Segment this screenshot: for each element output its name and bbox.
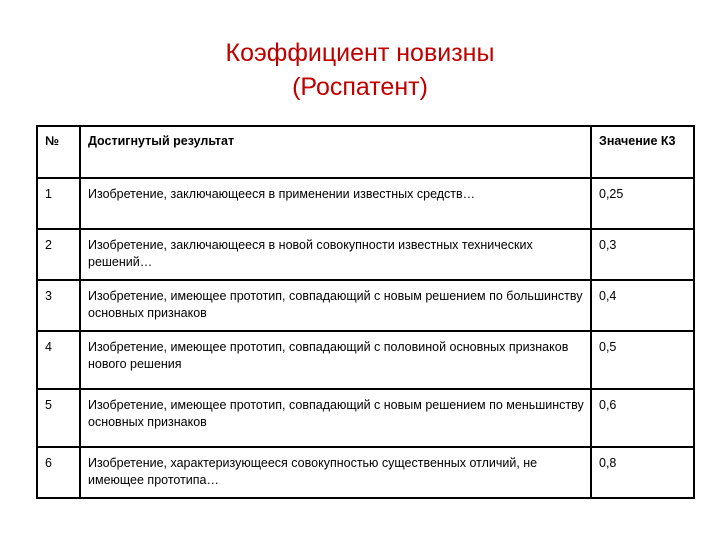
row-value: 0,8 (591, 447, 694, 498)
row-value: 0,4 (591, 280, 694, 331)
row-result: Изобретение, имеющее прототип, совпадающий с новым решением по меньшинству основных признаков (80, 389, 591, 447)
row-number: 2 (37, 229, 80, 280)
row-number: 3 (37, 280, 80, 331)
header-value: Значение К3 (591, 126, 694, 178)
table-row (37, 229, 694, 280)
novelty-coefficient-table (36, 125, 695, 499)
row-value: 0,6 (591, 389, 694, 447)
table-row (37, 389, 694, 447)
row-result: Изобретение, характеризующееся совокупностью существенных отличий, не имеющее прототипа… (80, 447, 591, 498)
row-value: 0,25 (591, 178, 694, 229)
table-header-row (37, 126, 694, 178)
table-row (37, 280, 694, 331)
title-line-2: (Роспатент) (292, 73, 428, 101)
header-result: Достигнутый результат (80, 126, 591, 178)
row-number: 4 (37, 331, 80, 389)
table-row (37, 331, 694, 389)
row-result: Изобретение, заключающееся в применении известных средств… (80, 178, 591, 229)
row-result: Изобретение, имеющее прототип, совпадающий с новым решением по большинству основных признаков (80, 280, 591, 331)
row-number: 5 (37, 389, 80, 447)
table-row (37, 178, 694, 229)
row-result: Изобретение, заключающееся в новой совокупности известных технических решений… (80, 229, 591, 280)
row-result: Изобретение, имеющее прототип, совпадающий с половиной основных признаков нового решения (80, 331, 591, 389)
title-line-1: Коэффициент новизны (225, 39, 495, 67)
header-number: № (37, 126, 80, 178)
page-title (0, 36, 720, 104)
row-number: 6 (37, 447, 80, 498)
table-row (37, 447, 694, 498)
row-number: 1 (37, 178, 80, 229)
row-value: 0,3 (591, 229, 694, 280)
row-value: 0,5 (591, 331, 694, 389)
